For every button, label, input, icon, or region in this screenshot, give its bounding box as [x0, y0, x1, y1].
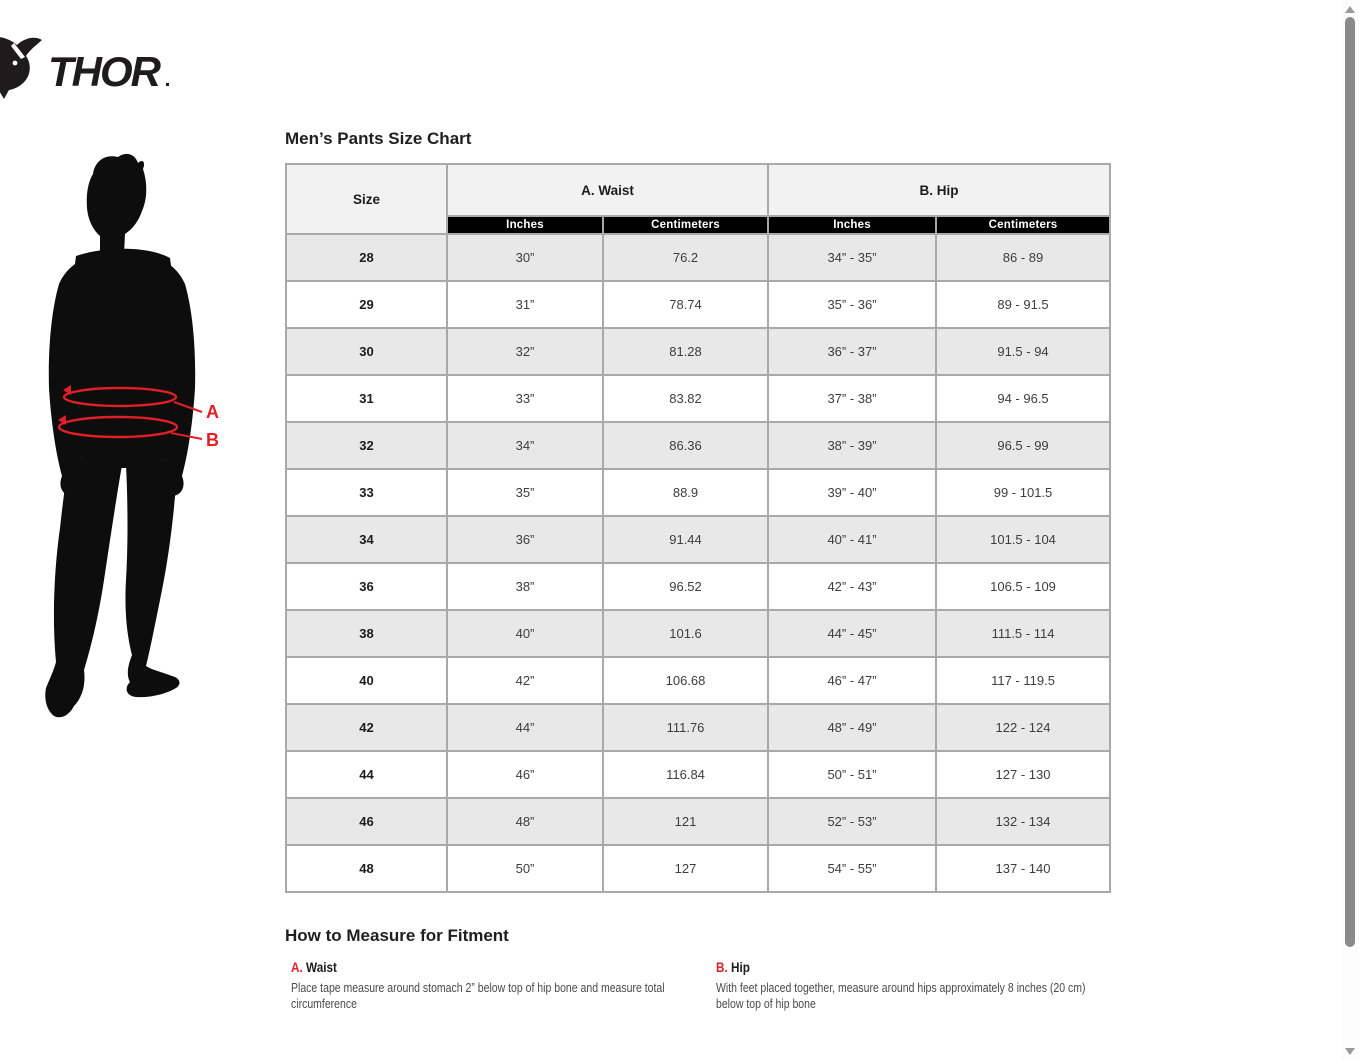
waist-cm-cell: 127: [603, 845, 768, 892]
waist-cm-cell: 96.52: [603, 563, 768, 610]
scrollbar-down-arrow-icon[interactable]: [1345, 1048, 1355, 1055]
waist-in-cell: 46”: [447, 751, 603, 798]
table-row: [286, 751, 1110, 798]
waist-cm-cell: 116.84: [603, 751, 768, 798]
waist-cm-cell: 91.44: [603, 516, 768, 563]
waist-in-cell: 33”: [447, 375, 603, 422]
column-header-hip: B. Hip: [768, 164, 1110, 216]
size-cell: 34: [286, 516, 447, 563]
measure-description-hip: With feet placed together, measure around hips approximately 8 inches (20 cm) below top of hip bone: [716, 981, 1086, 1011]
how-to-measure-section: [285, 959, 1109, 1061]
column-header-waist: A. Waist: [447, 164, 768, 216]
hip-in-cell: 37” - 38”: [768, 375, 936, 422]
waist-in-cell: 40”: [447, 610, 603, 657]
size-cell: 33: [286, 469, 447, 516]
hip-cm-cell: 101.5 - 104: [936, 516, 1110, 563]
measure-description-waist: Place tape measure around stomach 2” below top of hip bone and measure total circumference: [291, 981, 665, 1011]
measure-name-waist: Waist: [306, 959, 337, 975]
hip-in-cell: 44” - 45”: [768, 610, 936, 657]
unit-header-waist-centimeters: Centimeters: [603, 216, 768, 234]
hip-cm-cell: 132 - 134: [936, 798, 1110, 845]
measure-item-hip: [716, 959, 1111, 1012]
hip-in-cell: 54” - 55”: [768, 845, 936, 892]
size-cell: 31: [286, 375, 447, 422]
size-cell: 38: [286, 610, 447, 657]
table-row: [286, 845, 1110, 892]
hip-cm-cell: 96.5 - 99: [936, 422, 1110, 469]
table-header: [286, 164, 1110, 234]
waist-in-cell: 38”: [447, 563, 603, 610]
thor-logo: [0, 33, 194, 99]
thor-logo-trademark-dot: [166, 83, 169, 86]
hip-in-cell: 42” - 43”: [768, 563, 936, 610]
page-title: Men’s Pants Size Chart: [285, 129, 472, 148]
waist-in-cell: 36”: [447, 516, 603, 563]
waist-cm-cell: 88.9: [603, 469, 768, 516]
table-row: [286, 281, 1110, 328]
measure-label-hip: [716, 959, 1111, 976]
hip-in-cell: 46” - 47”: [768, 657, 936, 704]
waist-cm-cell: 76.2: [603, 234, 768, 281]
table-row: [286, 328, 1110, 375]
waist-in-cell: 30”: [447, 234, 603, 281]
waist-in-cell: 48”: [447, 798, 603, 845]
hip-in-cell: 39” - 40”: [768, 469, 936, 516]
hip-in-cell: 34” - 35”: [768, 234, 936, 281]
hip-in-cell: 36” - 37”: [768, 328, 936, 375]
hip-cm-cell: 111.5 - 114: [936, 610, 1110, 657]
hip-in-cell: 48” - 49”: [768, 704, 936, 751]
hip-cm-cell: 89 - 91.5: [936, 281, 1110, 328]
hip-in-cell: 35” - 36”: [768, 281, 936, 328]
size-cell: 46: [286, 798, 447, 845]
measure-prefix-a: A.: [291, 959, 303, 975]
hip-in-cell: 50” - 51”: [768, 751, 936, 798]
how-to-measure-title: How to Measure for Fitment: [285, 926, 509, 945]
hip-cm-cell: 117 - 119.5: [936, 657, 1110, 704]
waist-in-cell: 50”: [447, 845, 603, 892]
waist-cm-cell: 121: [603, 798, 768, 845]
waist-in-cell: 35”: [447, 469, 603, 516]
column-header-size: Size: [286, 164, 447, 234]
hip-cm-cell: 137 - 140: [936, 845, 1110, 892]
hip-cm-cell: 99 - 101.5: [936, 469, 1110, 516]
measure-item-waist: [291, 959, 669, 1012]
hip-cm-cell: 86 - 89: [936, 234, 1110, 281]
waist-in-cell: 34”: [447, 422, 603, 469]
size-cell: 36: [286, 563, 447, 610]
main-content: [285, 129, 1109, 1061]
table-row: [286, 610, 1110, 657]
waist-cm-cell: 83.82: [603, 375, 768, 422]
hip-cm-cell: 91.5 - 94: [936, 328, 1110, 375]
unit-header-waist-inches: Inches: [447, 216, 603, 234]
measure-label-waist: [291, 959, 669, 976]
thor-logo-wordmark: THOR: [48, 48, 159, 95]
waist-cm-cell: 81.28: [603, 328, 768, 375]
waist-cm-cell: 78.74: [603, 281, 768, 328]
table-row: [286, 516, 1110, 563]
size-cell: 48: [286, 845, 447, 892]
waist-in-cell: 32”: [447, 328, 603, 375]
measure-name-hip: Hip: [731, 959, 750, 975]
measure-prefix-b: B.: [716, 959, 728, 975]
figure-label-b: B: [206, 430, 219, 450]
size-cell: 42: [286, 704, 447, 751]
table-row: [286, 422, 1110, 469]
waist-cm-cell: 106.68: [603, 657, 768, 704]
table-row: [286, 657, 1110, 704]
size-cell: 29: [286, 281, 447, 328]
unit-header-hip-centimeters: Centimeters: [936, 216, 1110, 234]
hip-cm-cell: 122 - 124: [936, 704, 1110, 751]
size-cell: 30: [286, 328, 447, 375]
size-cell: 28: [286, 234, 447, 281]
waist-cm-cell: 101.6: [603, 610, 768, 657]
size-cell: 32: [286, 422, 447, 469]
hip-in-cell: 38” - 39”: [768, 422, 936, 469]
scrollbar-thumb[interactable]: [1345, 17, 1355, 947]
waist-cm-cell: 111.76: [603, 704, 768, 751]
unit-header-hip-inches: Inches: [768, 216, 936, 234]
hip-in-cell: 40” - 41”: [768, 516, 936, 563]
vertical-scrollbar[interactable]: [1342, 0, 1359, 1061]
table-row: [286, 798, 1110, 845]
size-chart-table: [285, 163, 1111, 893]
waist-in-cell: 31”: [447, 281, 603, 328]
table-row: [286, 704, 1110, 751]
scrollbar-up-arrow-icon[interactable]: [1345, 6, 1355, 13]
hip-cm-cell: 94 - 96.5: [936, 375, 1110, 422]
table-row: [286, 234, 1110, 281]
waist-cm-cell: 86.36: [603, 422, 768, 469]
figure-label-a: A: [206, 402, 219, 422]
table-row: [286, 375, 1110, 422]
waist-in-cell: 42”: [447, 657, 603, 704]
hip-cm-cell: 127 - 130: [936, 751, 1110, 798]
thor-ram-head-icon: [0, 36, 42, 99]
size-cell: 40: [286, 657, 447, 704]
table-row: [286, 563, 1110, 610]
size-cell: 44: [286, 751, 447, 798]
hip-cm-cell: 106.5 - 109: [936, 563, 1110, 610]
table-row: [286, 469, 1110, 516]
size-table-body: [286, 234, 1110, 892]
body-silhouette: [45, 154, 195, 717]
body-measurement-figure: [30, 150, 230, 730]
waist-in-cell: 44”: [447, 704, 603, 751]
hip-in-cell: 52” - 53”: [768, 798, 936, 845]
